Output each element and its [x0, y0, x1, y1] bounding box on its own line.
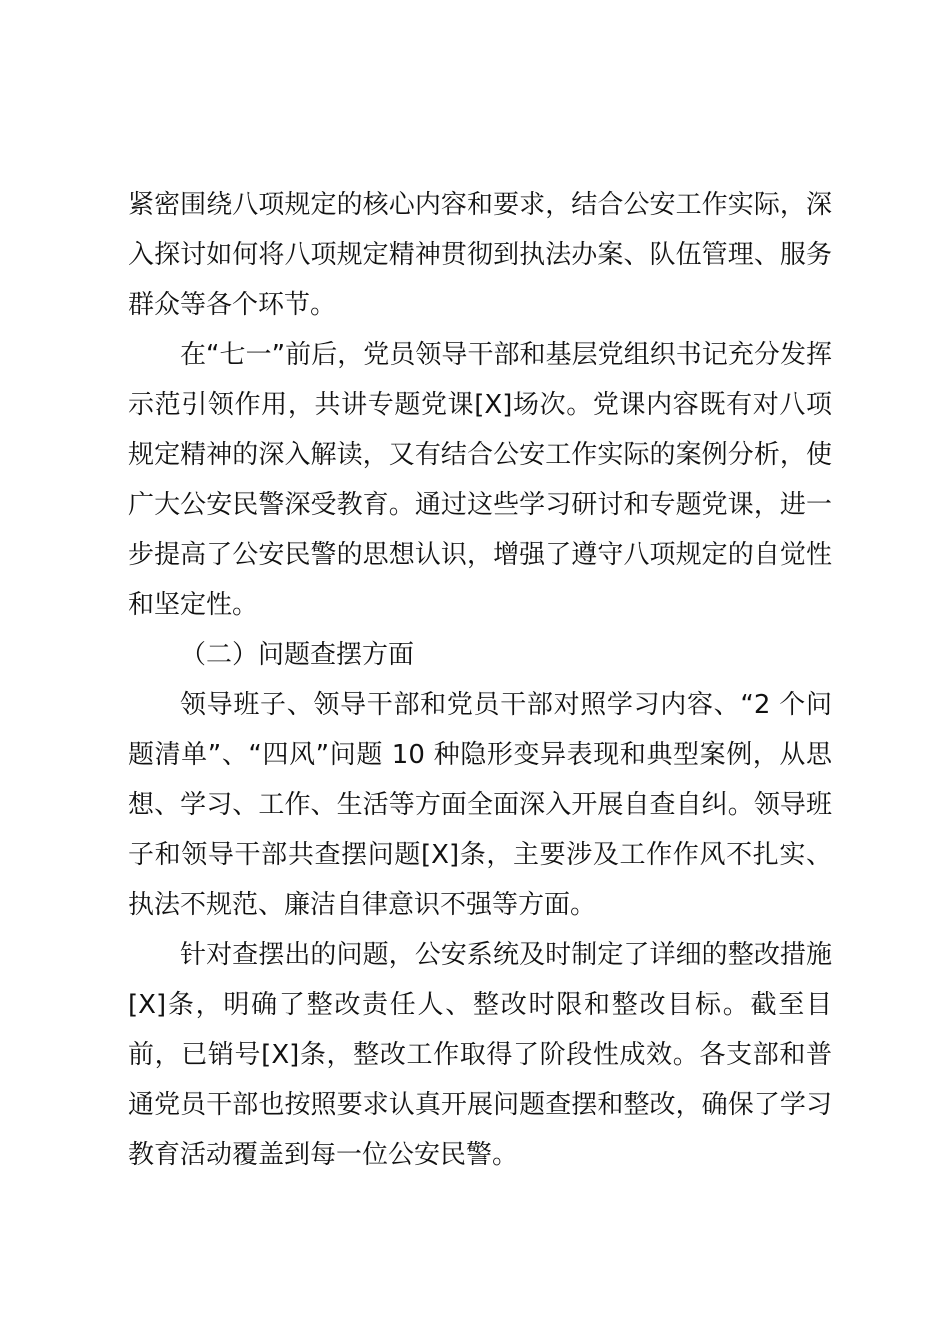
paragraph-self-inspection: 领导班子、领导干部和党员干部对照学习内容、“2 个问题清单”、“四风”问题 10 种隐形变异表现和典型案例，从思想、学习、工作、生活等方面全面深入开展自查自纠。领导班子和领导干部共查摆问题[X]条，主要涉及工作作风不扎实、执法不规范、廉洁自律意识不强等方面。 — [128, 690, 832, 920]
document-body — [128, 180, 832, 1180]
section-heading-problem-review: （二）问题查摆方面 — [180, 640, 415, 670]
paragraph-party-lecture: 在“七一”前后，党员领导干部和基层党组织书记充分发挥示范引领作用，共讲专题党课[X]场次。党课内容既有对八项规定精神的深入解读，又有结合公安工作实际的案例分析，使广大公安民警深受教育。通过这些学习研讨和专题党课，进一步提高了公安民警的思想认识，增强了遵守八项规定的自觉性和坚定性。 — [128, 340, 832, 620]
paragraph-rectification: 针对查摆出的问题，公安系统及时制定了详细的整改措施[X]条，明确了整改责任人、整改时限和整改目标。截至目前，已销号[X]条，整改工作取得了阶段性成效。各支部和普通党员干部也按照要求认真开展问题查摆和整改，确保了学习教育活动覆盖到每一位公安民警。 — [128, 940, 832, 1170]
paragraph-continuation: 紧密围绕八项规定的核心内容和要求，结合公安工作实际，深入探讨如何将八项规定精神贯彻到执法办案、队伍管理、服务群众等各个环节。 — [128, 190, 832, 320]
